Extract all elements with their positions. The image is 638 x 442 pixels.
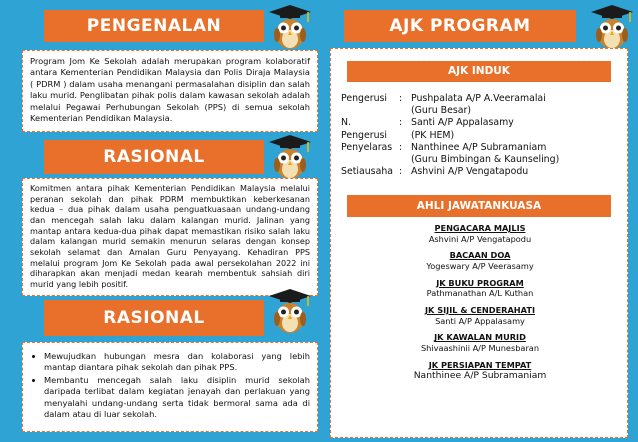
owl-graduate-icon [590,4,634,54]
committee-member: Santi A/P Appalasamy [435,315,525,326]
committee-member: Pathmanathan A/L Kuthan [426,288,534,299]
pengenalan-text: Program Jom Ke Sekolah adalah merupakan program kolaboratif antara Kementerian Pendidikan Malaysia dan Polis Diraja Malaysia ( PDRM ) dalam usaha menangani permasalahan disiplin dan salah laku murid. Penglibatan pihak polis dalam kawasan sekolah adalah melalui Pegawai Perhubungan Sekolah (PPS) di semua sekolah Kementerian Pendidikan Malaysia. [30,56,310,124]
committee-title: JK BUKU PROGRAM [436,277,524,288]
committee-item [341,305,619,326]
member-name: Ashvini A/P Vengatapodu [411,166,529,178]
committee-title: JK SIJIL & CENDERAHATI [424,304,535,315]
committee-member: Ashvini A/P Vengatapodu [428,233,532,244]
committee-title: JK PERSIAPAN TEMPAT [428,359,532,370]
ajk-panel [330,48,628,438]
ajk-row [341,142,621,166]
colon: : [399,117,403,129]
ajk-row [341,117,621,141]
ajk-row [341,166,621,178]
member-name: Pushpalata A/P A.Veeramalai [411,93,546,104]
owl-graduate-icon [268,288,312,338]
ajk-induk-list [341,93,621,179]
member-position: (PK HEM) [411,129,455,141]
colon: : [399,166,403,178]
member-name: Nanthinee A/P Subramaniam [411,141,547,153]
member-value [411,117,621,141]
committee-member: Nanthinee A/P Subramaniam [413,370,547,382]
pengenalan-title: PENGENALAN [44,10,264,42]
member-position: (Guru Besar) [411,105,471,117]
owl-graduate-icon [268,134,312,184]
list-item: • Membantu mencegah salah laku disiplin murid sekolah daripada terlibat dalam kegiatan jenayah dan perlakuan yang menyalahi undang-undang serta tidak bermoral sama ada di dalam atau di luar sekolah. [44,375,310,421]
committee-item [341,250,619,271]
pengenalan-panel [22,50,318,132]
committee-item [341,360,619,383]
role-label: Setiausaha [341,166,394,178]
committee-item [341,332,619,353]
member-position: (Guru Bimbingan & Kaunseling) [411,154,560,166]
rasional-title: RASIONAL [44,140,264,174]
objective-list [30,351,310,421]
committee-item [341,223,619,244]
rasional-panel [22,178,318,296]
member-name: Santi A/P Appalasamy [411,117,514,129]
committee-title: JK KAWALAN MURID [434,332,526,343]
committee-title: BACAAN DOA [449,250,511,261]
owl-graduate-icon [268,4,312,54]
ahli-jawatankuasa-title: AHLI JAWATANKUASA [347,195,611,217]
member-value [411,93,621,117]
member-value [411,142,621,166]
list-item: • Mewujudkan hubungan mesra dan kolaborasi yang lebih mantap diantara pihak sekolah dan pihak PPS. [44,351,310,374]
colon: : [399,141,403,153]
committee-title: PENGACARA MAJLIS [434,223,526,233]
rasional-2-title: RASIONAL [44,300,264,336]
ajk-induk-title: AJK INDUK [347,61,611,82]
ajk-row [341,93,621,117]
committee-item [341,278,619,299]
member-value [411,166,621,178]
rasional-text: Komitmen antara pihak Kementerian Pendidikan Malaysia melalui peranan sekolah dan pihak PDRM membuktikan keberkesanan kedua – dua pihak dalam usaha penguatkuasaan undang-undang dan mencegah salah laku dalam kalangan murid. Jalinan yang mantap antara kedua-dua pihak dapat memastikan risiko salah laku dalam kalangan murid semakin menurun selaras dengan konsep sekolah selamat dan Amalan Guru Penyayang. Kehadiran PPS melalui program Jom Ke Sekolah pada awal persekolahan 2022 ini diharapkan akan menjadi medan kearah membentuk sahsiah diri murid yang lebih positif. [30,183,310,290]
ajk-program-title: AJK PROGRAM [344,10,576,42]
role-label: N. Pengerusi [341,117,388,141]
rasional-2-panel [22,342,318,432]
committee-list [341,223,619,388]
role-label: Penyelaras [341,141,393,153]
committee-member: Shivaashinii A/P Munesbaran [420,342,540,353]
role-label: Pengerusi [341,93,388,104]
colon: : [399,93,403,104]
committee-member: Yogeswary A/P Veerasamy [426,260,534,271]
